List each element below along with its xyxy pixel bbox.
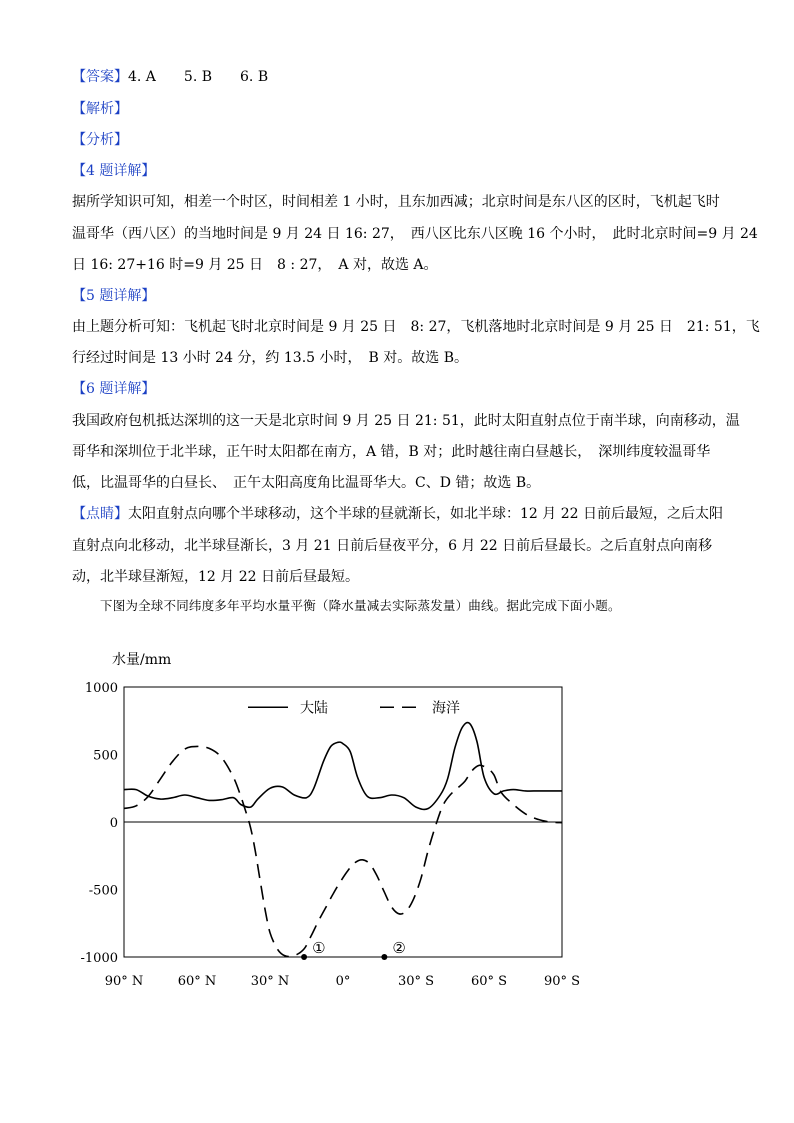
answer-text: 4. A 5. B 6. B [128,69,269,85]
answer-line [72,68,732,86]
y-tick-label: -500 [88,883,118,899]
q6-line-1: 我国政府包机抵达深圳的这一天是北京时间 9 月 25 日 21: 51，此时太阳直射点位于南半球，向南移动，温 [72,413,740,429]
x-tick-label: 60° N [177,974,217,989]
fenxi-tag: 【分析】 [72,132,128,148]
dianjing-line-2: 直射点向北移动，北半球昼渐长，3 月 21 日前后昼夜平分，6 月 22 日前后昼最长。之后直射点向南移 [72,538,713,554]
dianjing-line-3: 动，北半球昼渐短，12 月 22 日前后昼最短。 [72,569,359,585]
marker-label: ① [312,939,326,957]
legend [248,699,460,716]
dianjing-tag: 【点睛】 [72,506,128,522]
x-tick-label: 30° N [250,974,290,989]
dianjing-text-1: 太阳直射点向哪个半球移动，这个半球的昼就渐长，如北半球：12 月 22 日前后最短，之后太阳 [128,506,723,522]
x-tick-label: 0° [335,974,351,989]
water-balance-chart [80,640,600,1000]
q5-line-2: 行经过时间是 13 小时 24 分，约 13.5 小时， B 对。故选 B。 [72,350,468,366]
y-tick-label: 500 [93,748,118,764]
legend-label-ocean: 海洋 [432,700,460,717]
figure-caption: 下图为全球不同纬度多年平均水量平衡（降水量减去实际蒸发量）曲线。据此完成下面小题。 [100,598,621,613]
q4-tag: 【4 题详解】 [72,163,156,179]
q4-line-1: 据所学知识可知，相差一个时区，时间相差 1 小时，且东加西减；北京时间是东八区的区时，飞机起飞时 [72,194,720,210]
y-tick-label: 1000 [84,681,118,696]
legend-label-continent: 大陆 [300,700,328,717]
x-tick-label: 90° S [543,974,581,989]
q6-line-2: 哥华和深圳位于北半球，正午时太阳都在南方，A 错，B 对；此时越往南白昼越长， 深圳纬度较温哥华 [72,444,711,460]
answer-tag: 【答案】 [72,69,128,85]
x-tick-label: 30° S [397,974,435,989]
q5-line-1: 由上题分析可知：飞机起飞时北京时间是 9 月 25 日 8: 27，飞机落地时北京时间是 9 月 25 日 21: 51，飞 [72,319,760,335]
q6-line-3: 低，比温哥华的白昼长、 正午太阳高度角比温哥华大。C、D 错；故选 B。 [72,475,541,491]
q6-tag: 【6 题详解】 [72,381,156,397]
x-tick-label: 90° N [104,974,144,989]
q5-tag: 【5 题详解】 [72,288,156,304]
q4-line-2: 温哥华（西八区）的当地时间是 9 月 24 日 16: 27， 西八区比东八区晚 16 个小时， 此时北京时间=9 月 24 [72,226,758,242]
x-tick-label: 60° S [470,974,508,989]
marker-dot [301,954,307,960]
q4-line-3: 日 16: 27+16 时=9 月 25 日 8 : 27， A 对，故选 A。 [72,257,438,273]
y-tick-label: 0 [109,816,118,831]
series-line-continent [124,723,562,810]
analysis-tag: 【解析】 [72,101,128,117]
y-axis-label: 水量/mm [112,652,172,668]
dianjing-line-1 [72,505,732,523]
series-line-ocean [124,746,562,956]
marker-dot [381,954,387,960]
y-tick-label: -1000 [80,951,118,966]
marker-label: ② [392,939,406,957]
